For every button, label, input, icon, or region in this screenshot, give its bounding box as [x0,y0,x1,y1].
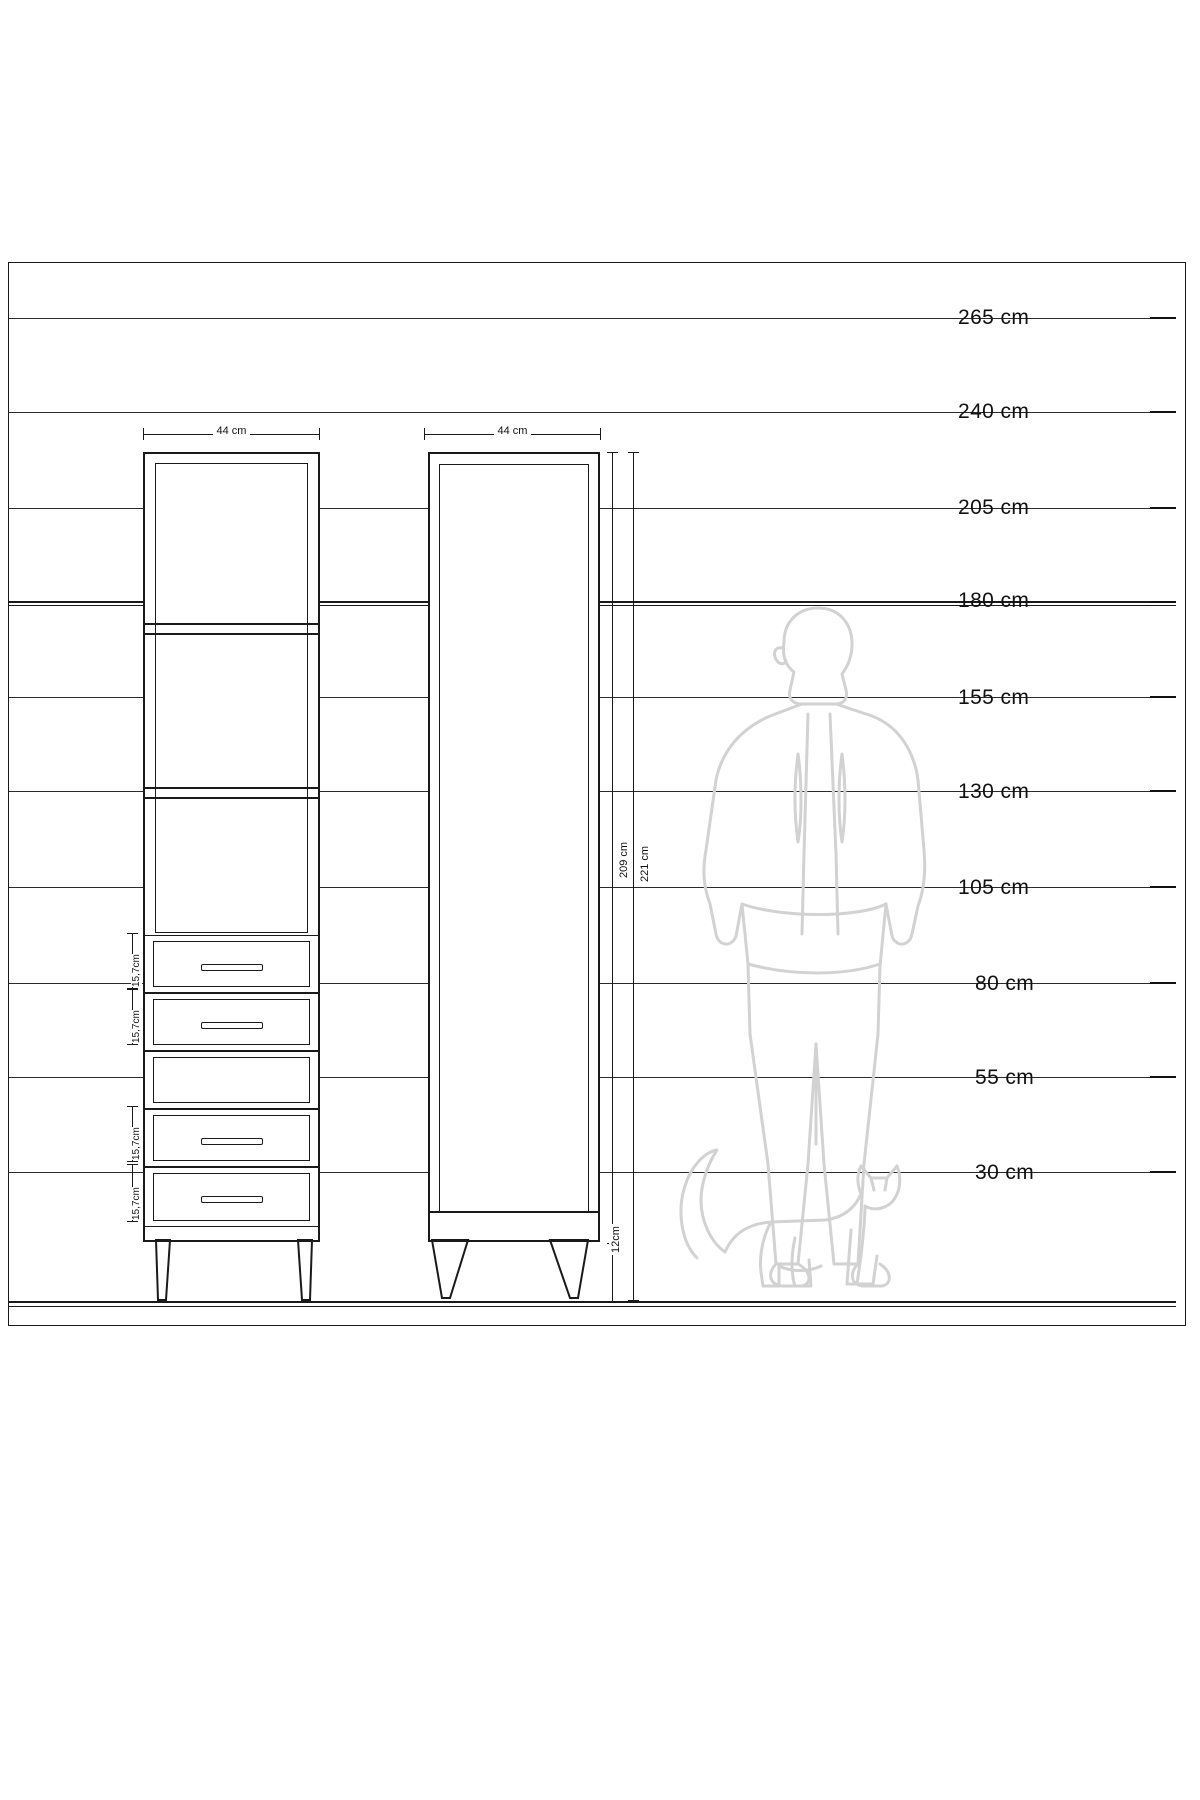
drawer-handle-4[interactable] [201,1138,263,1145]
cat-silhouette [675,1138,915,1303]
tick-30 [1150,1171,1176,1173]
drawer-handle-2[interactable] [201,1022,263,1029]
scale-label-80: 80 cm [975,972,1035,995]
right-unit-legs [424,1238,609,1308]
drawer-face-4 [153,1115,310,1161]
dimension-line-209 [612,452,613,1300]
drawer-3[interactable] [145,1051,318,1109]
scale-label-30: 30 cm [975,1161,1035,1184]
drawer-face-5 [153,1173,310,1221]
tick-105 [1150,886,1176,888]
shelf-divider-1b [145,633,318,635]
shelf-divider-2b [145,797,318,799]
left-unit-legs [140,1238,330,1308]
drawer-dimension-label-1: 15,7cm [131,954,142,987]
right-tall-cabinet[interactable] [428,452,600,1242]
tick-55 [1150,1076,1176,1078]
width-dimension-left-unit [143,425,320,440]
scale-label-105: 105 cm [958,876,1030,899]
drawer-face-1 [153,941,310,987]
scale-label-130: 130 cm [958,780,1030,803]
dimension-cap-209-top [607,452,618,453]
left-shelf-drawer-unit[interactable] [143,452,320,1242]
scale-label-205: 205 cm [958,496,1030,519]
scale-label-155: 155 cm [958,686,1030,709]
dimension-label-209: 209 cm [618,841,630,878]
tick-240 [1150,411,1176,413]
drawer-4[interactable] [145,1109,318,1167]
tick-130 [1150,790,1176,792]
tick-80 [1150,982,1176,984]
width-label-left-unit: 44 cm [213,425,251,437]
open-shelf-area [155,463,308,933]
scale-label-265: 265 cm [958,306,1030,329]
width-dimension-right-unit [424,425,601,440]
drawer-dimension-label-4: 15,7cm [131,1187,142,1220]
cabinet-door[interactable] [439,464,589,1212]
dimension-cap-221-top [628,452,639,453]
drawer-dimension-label-2: 15,7cm [131,1010,142,1043]
dimension-cap-221-bottom [628,1300,639,1301]
tick-180 [1150,601,1176,603]
drawer-5[interactable] [145,1167,318,1227]
scale-label-55: 55 cm [975,1066,1035,1089]
drawer-face-3 [153,1057,310,1103]
scale-label-180: 180 cm [958,589,1030,612]
tick-205 [1150,507,1176,509]
drawer-dimension-label-3: 15,7cm [131,1127,142,1160]
cabinet-base-line [430,1211,598,1213]
scale-label-240: 240 cm [958,400,1030,423]
drawer-1[interactable] [145,935,318,993]
shelf-divider-2 [145,787,318,789]
drawer-face-2 [153,999,310,1045]
drawer-2[interactable] [145,993,318,1051]
drawer-handle-5[interactable] [201,1196,263,1203]
dimension-label-221: 221 cm [639,845,651,882]
tick-265 [1150,317,1176,319]
dimension-line-221 [633,452,634,1300]
shelf-divider-1 [145,623,318,625]
dimension-label-12: 12cm [610,1226,622,1253]
tick-155 [1150,696,1176,698]
drawer-handle-1[interactable] [201,964,263,971]
width-label-right-unit: 44 cm [494,425,532,437]
